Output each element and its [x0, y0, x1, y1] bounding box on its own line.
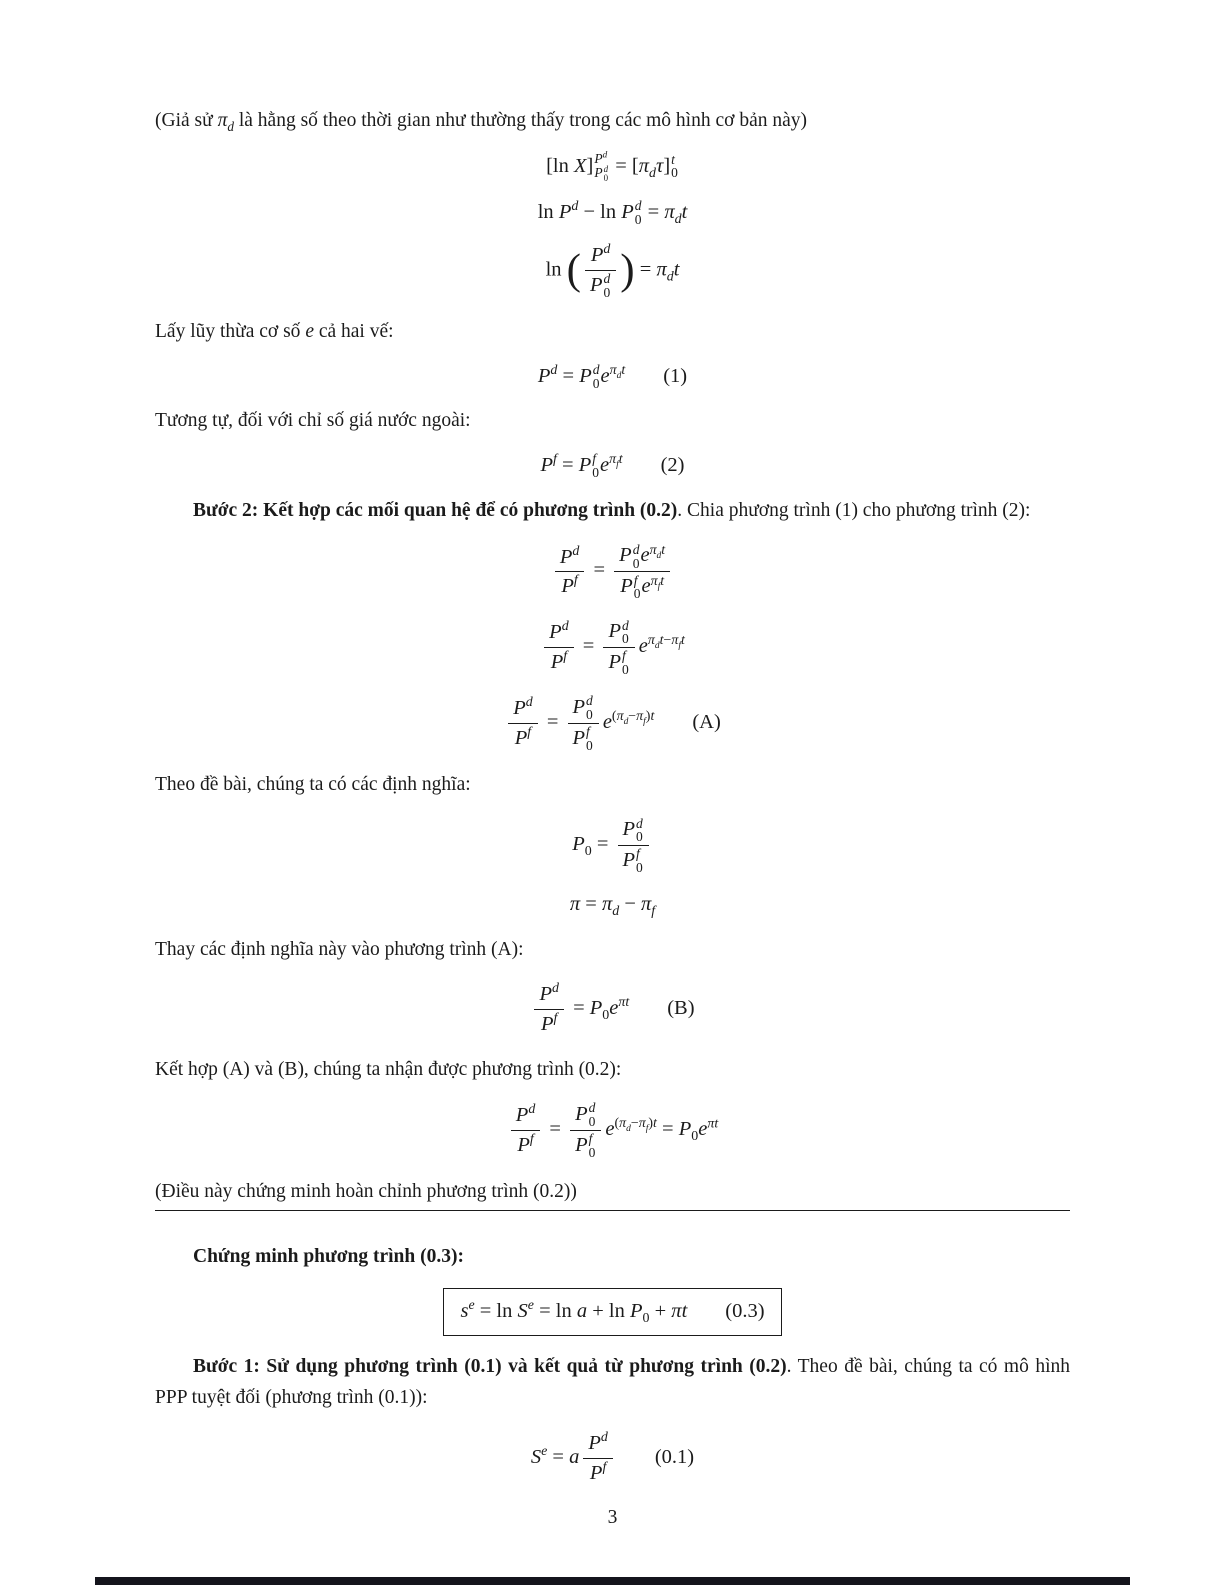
equation-pi-definition: [155, 891, 1070, 919]
equation-body: $\pi = \pi_d - \pi_f$: [569, 893, 656, 920]
equation-body: $s^e = \ln S^e = \ln a + \ln P_0 + \pi t$ (0.3): [443, 1288, 781, 1336]
bottom-bar: [95, 1577, 1130, 1585]
page-number: 3: [607, 1507, 618, 1528]
equation-tag: (2): [660, 454, 685, 477]
equation-body: $\frac{P^d}{P^f}$ = P d 0 P f 0 $e^{(\pi_d-\pi_f)t} = P_0e^{\pi t}$: [507, 1100, 718, 1161]
paragraph-combine: Kết hợp (A) và (B), chúng ta nhận được phương trình (0.2):: [155, 1058, 622, 1080]
equation-tag: (0.1): [654, 1445, 695, 1468]
heading-proof-03: Chứng minh phương trình (0.3):: [193, 1246, 464, 1268]
equation-body: $\ln P^d - \ln P$ d 0 = $\pi_dt$: [537, 197, 688, 227]
paragraph-similarly: Tương tự, đối với chỉ số giá nước ngoài:: [155, 410, 471, 432]
paragraph-step1: Bước 1: Sử dụng phương trình (0.1) và kết quả từ phương trình (0.2). Theo đề bài, chúng ta có mô hình PPP tuyệt đối (phương trình (0.1)):: [155, 1355, 1070, 1409]
equation-body: ln ( $P^d$ P d 0 ) = $\pi_dt$: [545, 242, 680, 301]
equation-P0-definition: [155, 815, 1070, 876]
paragraph-assumption: (Giả sử $\pi_d$ là hằng số theo thời gian như thường thấy trong các mô hình cơ bản này): [155, 110, 808, 134]
equation-body: $P^f = P$ f 0 $e^{\pi_ft}$ (2): [540, 451, 685, 481]
equation-ratio-full: [155, 541, 1070, 602]
equation-body: $\frac{P^d}{P^f}$ = $P_0e^{\pi t}$ (B): [530, 980, 694, 1038]
equation-01: [155, 1429, 1070, 1487]
equation-2: [155, 452, 1070, 480]
equation-log-difference: [155, 199, 1070, 227]
equation-body: $S^e = a$ $\frac{P^d}{P^f}$ (0.1): [531, 1429, 694, 1487]
equation-body: $\frac{P^d}{P^f}$ = P d 0 P f 0 $e^{\pi_dt-\pi_ft}$: [540, 617, 685, 678]
equation-tag: (B): [667, 997, 695, 1020]
paragraph-qed: (Điều này chứng minh hoàn chỉnh phương trình (0.2)): [155, 1176, 1070, 1212]
paragraph-definitions: Theo đề bài, chúng ta có các định nghĩa:: [155, 773, 471, 795]
equation-body: $P_0$ = P d 0 P f 0: [572, 815, 653, 876]
equation-log-ratio: [155, 241, 1070, 301]
paragraph-exponentiate: Lấy lũy thừa cơ số e cả hai vế:: [155, 320, 394, 342]
equation-1: [155, 363, 1070, 391]
equation-tag: (0.3): [725, 1300, 765, 1323]
equation-body: [ln X] $P^d$ P d 0 = $[\pi_d\tau]$ t 0: [546, 149, 678, 184]
equation-body: $\frac{P^d}{P^f}$ = P d 0 P f 0 $e^{(\pi_d-\pi_f)t}$ (A): [504, 693, 721, 754]
equation-tag: (A): [692, 711, 721, 734]
equation-ratio-simplified: [155, 617, 1070, 678]
paragraph-step2: Bước 2: Kết hợp các mối quan hệ để có phương trình (0.2). Chia phương trình (1) cho phương trình (2):: [193, 499, 1031, 521]
equation-tag: (1): [663, 364, 688, 387]
equation-02-result: [155, 1100, 1070, 1161]
equation-B: [155, 980, 1070, 1038]
equation-03: [155, 1288, 1070, 1336]
equation-log-integral: [155, 149, 1070, 184]
paragraph-substitute: Thay các định nghĩa này vào phương trình (A):: [155, 938, 524, 960]
equation-A: [155, 693, 1070, 754]
equation-body: $P^d = P$ d 0 $e^{\pi_dt}$ (1): [537, 361, 688, 391]
equation-body: $\frac{P^d}{P^f}$ = P d 0 $e^{\pi_dt}$ P f 0 $e^{\pi_ft}$: [551, 541, 674, 602]
